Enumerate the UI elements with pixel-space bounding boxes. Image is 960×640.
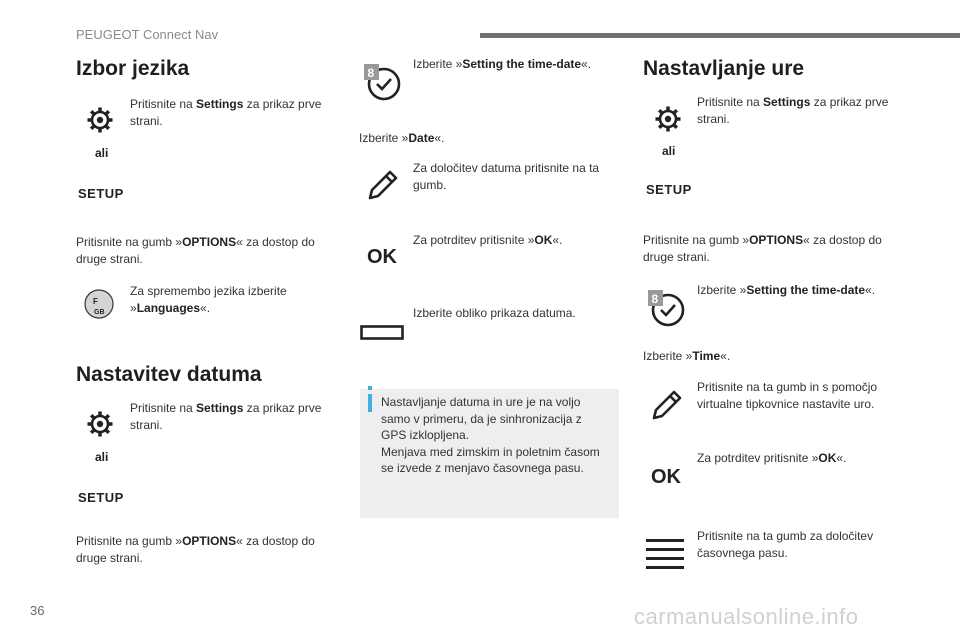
setup-button-label-2: SETUP — [78, 490, 124, 505]
text-settings-1: Pritisnite na Settings za prikaz prve strani. — [130, 97, 322, 128]
watermark: carmanualsonline.info — [634, 604, 859, 629]
info-text: Nastavljanje datuma in ure je na voljo samo v primeru, da je sinhronizacija z GPS izklopljena. Menjava med zimskim in poletnim časom se izvede z menjavo časovnega pasu. — [381, 395, 600, 475]
settings-gear-icon — [655, 106, 681, 132]
text-options-1: Pritisnite na gumb »OPTIONS« za dostop do druge strani. — [76, 235, 315, 266]
clock-time-date-icon — [362, 60, 404, 102]
settings-gear-icon — [87, 107, 113, 133]
text-date-format: Izberite obliko prikaza datuma. — [413, 306, 576, 320]
or-label-3: ali — [662, 144, 676, 158]
text-select-date: Izberite »Date«. — [359, 131, 445, 145]
or-label-2: ali — [95, 450, 109, 464]
text-timezone: Pritisnite na ta gumb za določitev časovnega pasu. — [697, 529, 874, 560]
settings-gear-icon — [87, 411, 113, 437]
header-title: PEUGEOT Connect Nav — [76, 27, 219, 42]
timezone-list-icon — [646, 539, 684, 569]
text-confirm-ok-2: Za potrditev pritisnite »OK«. — [697, 451, 847, 465]
info-icon — [368, 394, 372, 412]
pencil-icon — [366, 168, 398, 202]
clock-time-date-icon — [646, 286, 688, 328]
text-setting-time-date-3: Izberite »Setting the time-date«. — [697, 283, 876, 297]
section-title-time: Nastavljanje ure — [643, 57, 805, 80]
text-confirm-ok-1: Za potrditev pritisnite »OK«. — [413, 233, 563, 247]
text-settings-3: Pritisnite na Settings za prikaz prve strani. — [697, 95, 889, 126]
text-options-2: Pritisnite na gumb »OPTIONS« za dostop do druge strani. — [76, 534, 315, 565]
date-format-icon — [360, 325, 404, 341]
text-settings-2: Pritisnite na Settings za prikaz prve strani. — [130, 401, 322, 432]
ok-button-label-1: OK — [367, 246, 397, 268]
header-bar — [480, 33, 960, 38]
section-title-date: Nastavitev datuma — [76, 363, 262, 386]
clock-number: 8 — [651, 292, 659, 306]
setup-button-label-3: SETUP — [646, 182, 692, 197]
or-label-1: ali — [95, 146, 109, 160]
ok-button-label-2: OK — [651, 466, 681, 488]
clock-number: 8 — [367, 66, 375, 80]
text-select-time: Izberite »Time«. — [643, 349, 731, 363]
flag-bottom-label: GB — [94, 309, 105, 316]
text-set-time: Pritisnite na ta gumb in s pomočjo virtualne tipkovnice nastavite uro. — [697, 380, 878, 411]
flag-top-label: F — [93, 297, 98, 306]
text-options-3: Pritisnite na gumb »OPTIONS« za dostop do druge strani. — [643, 233, 882, 264]
setup-button-label-1: SETUP — [78, 186, 124, 201]
page-number: 36 — [30, 603, 45, 618]
text-languages: Za spremembo jezika izberite »Languages«. — [130, 284, 287, 315]
text-set-date: Za določitev datuma pritisnite na ta gumb. — [413, 161, 600, 192]
pencil-icon — [650, 388, 682, 422]
text-setting-time-date: Izberite »Setting the time-date«. — [413, 57, 592, 71]
language-flag-icon — [84, 289, 114, 319]
section-title-language: Izbor jezika — [76, 57, 190, 80]
info-icon-dot — [368, 386, 372, 390]
